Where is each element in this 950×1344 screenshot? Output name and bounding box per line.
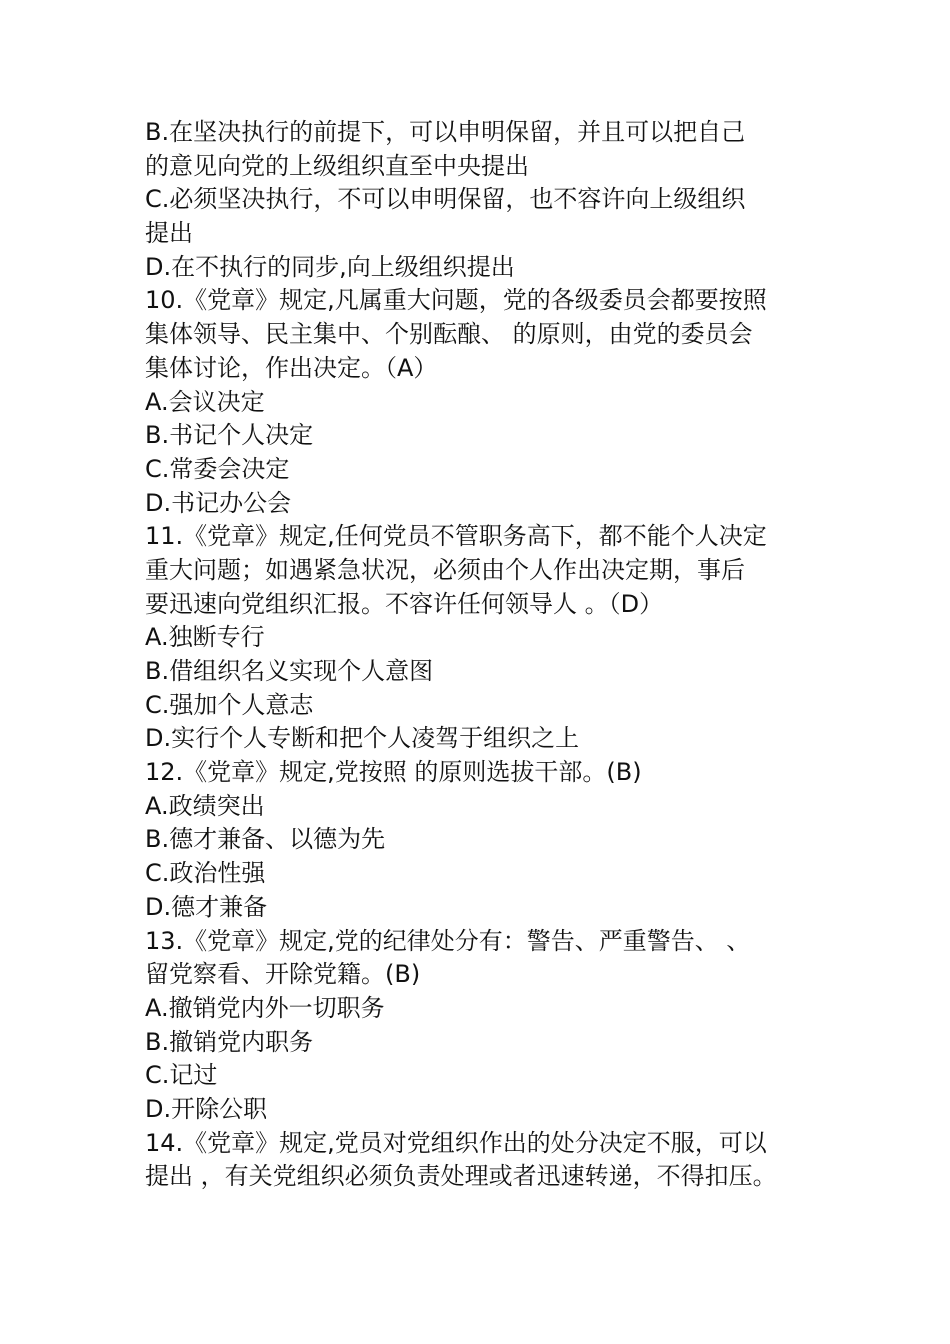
question-14-line: 14.《党章》规定,党员对党组织作出的处分决定不服，可以	[145, 1128, 767, 1157]
question-13-line: 13.《党章》规定,党的纪律处分有：警告、严重警告、 、	[145, 926, 751, 955]
option-d: D.德才兼备	[145, 892, 268, 921]
question-12-line: 12.《党章》规定,党按照 的原则选拔干部。(B)	[145, 758, 642, 787]
option-b: B.撤销党内职务	[145, 1027, 314, 1056]
question-11-line: 11.《党章》规定,任何党员不管职务高下，都不能个人决定	[145, 522, 767, 551]
option-a: A.独断专行	[145, 623, 265, 652]
option-d: D.实行个人专断和把个人凌驾于组织之上	[145, 724, 580, 753]
text-line: 提出	[145, 219, 193, 248]
text-line: 重大问题；如遇紧急状况，必须由个人作出决定期，事后	[145, 555, 745, 584]
question-10-line: 10.《党章》规定,凡属重大问题，党的各级委员会都要按照	[145, 286, 767, 315]
text-line: B.在坚决执行的前提下，可以申明保留，并且可以把自己	[145, 118, 746, 146]
text-line: 集体领导、民主集中、个别酝酿、 的原则，由党的委员会	[145, 320, 753, 349]
document-body	[145, 116, 815, 1194]
text-line: 要迅速向党组织汇报。不容许任何领导人 。（D）	[145, 589, 664, 618]
option-b: B.书记个人决定	[145, 421, 314, 450]
text-line: 的意见向党的上级组织直至中央提出	[145, 151, 529, 180]
text-line: D.在不执行的同步,向上级组织提出	[145, 252, 515, 281]
option-c: C.强加个人意志	[145, 690, 314, 719]
option-c: C.记过	[145, 1061, 218, 1090]
option-b: B.德才兼备、以德为先	[145, 825, 386, 854]
option-d: D.书记办公会	[145, 488, 292, 517]
text-line: 集体讨论，作出决定。（A）	[145, 353, 438, 382]
option-a: A.撤销党内外一切职务	[145, 993, 385, 1022]
text-line: 提出 ，有关党组织必须负责处理或者迅速转递，不得扣压。	[145, 1162, 777, 1191]
option-a: A.政绩突出	[145, 791, 265, 820]
text-line: 留党察看、开除党籍。(B)	[145, 960, 421, 989]
text-line: C.必须坚决执行，不可以申明保留，也不容许向上级组织	[145, 185, 746, 214]
option-a: A.会议决定	[145, 387, 265, 416]
option-c: C.政治性强	[145, 859, 266, 888]
option-c: C.常委会决定	[145, 454, 290, 483]
option-d: D.开除公职	[145, 1094, 268, 1123]
option-b: B.借组织名义实现个人意图	[145, 657, 434, 685]
